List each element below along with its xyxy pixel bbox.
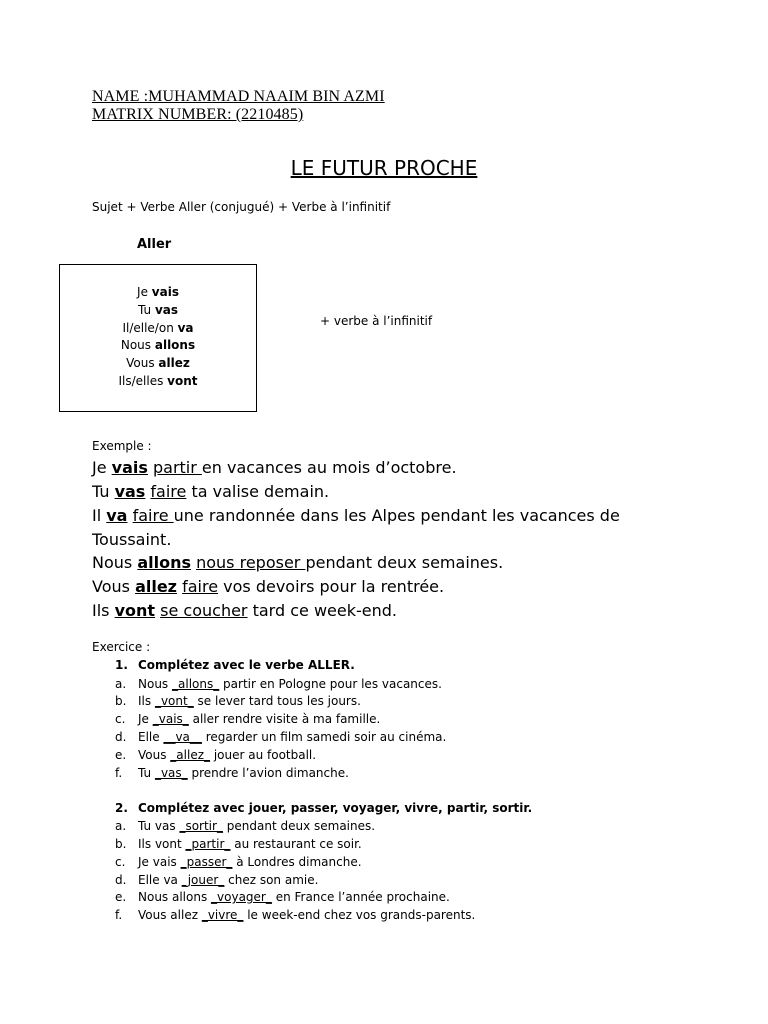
exercise-item — [115, 730, 446, 744]
formula-rule: Sujet + Verbe Aller (conjugué) + Verbe à l’infinitif — [92, 200, 391, 214]
example-subject: Tu — [92, 482, 115, 501]
example-sentence — [92, 575, 444, 599]
verb-form: va — [177, 321, 194, 335]
aux-verb: vont — [114, 601, 156, 620]
item-text: Vous — [138, 748, 171, 762]
verb-form: vais — [151, 285, 179, 299]
item-letter: c. — [115, 712, 126, 726]
answer-blank: _vas_ — [154, 766, 188, 780]
item-text: pendant deux semaines. — [222, 819, 376, 833]
item-text: au restaurant ce soir. — [230, 837, 362, 851]
verb-form: vont — [167, 374, 198, 388]
item-text: Elle va — [138, 873, 182, 887]
conjugation-row — [60, 336, 256, 354]
infinitive: se coucher — [160, 601, 248, 620]
infinitive: faire — [182, 577, 219, 596]
example-rest: vos devoirs pour la rentrée. — [218, 577, 445, 596]
aux-verb: allez — [135, 577, 177, 596]
answer-blank: _sortir_ — [179, 819, 223, 833]
example-subject: Nous — [92, 553, 138, 572]
example-subject: Vous — [92, 577, 136, 596]
pronoun: Tu — [138, 303, 155, 317]
example-sentence-continuation — [92, 528, 171, 552]
item-letter: b. — [115, 837, 127, 851]
part-instruction: Complétez avec le verbe ALLER. — [138, 658, 355, 672]
item-text: aller rendre visite à ma famille. — [188, 712, 381, 726]
item-text: chez son amie. — [224, 873, 319, 887]
pronoun: Nous — [120, 338, 155, 352]
exercise-item — [115, 766, 349, 780]
aux-verb: va — [106, 506, 128, 525]
exercise-item — [115, 677, 442, 691]
item-letter: a. — [115, 819, 127, 833]
example-rest: tard ce week-end. — [247, 601, 397, 620]
pronoun: Vous — [126, 356, 159, 370]
answer-blank: _allez_ — [170, 748, 210, 762]
item-text: Tu vas — [138, 819, 180, 833]
example-sentence — [92, 599, 397, 623]
exercise-item — [115, 855, 362, 869]
exercise-item — [115, 694, 361, 708]
infinitive: nous reposer — [196, 553, 306, 572]
conjugation-row — [60, 354, 256, 372]
item-text: Je — [138, 712, 153, 726]
exercise-item — [115, 890, 450, 904]
answer-blank: _vais_ — [152, 712, 189, 726]
exercise-label: Exercice : — [92, 640, 151, 654]
answer-blank: _allons_ — [172, 677, 220, 691]
item-letter: e. — [115, 748, 127, 762]
item-text: partir en Pologne pour les vacances. — [219, 677, 442, 691]
example-subject: Ils — [92, 601, 115, 620]
item-letter: b. — [115, 694, 127, 708]
item-text: Tu — [138, 766, 155, 780]
verb-form: allons — [154, 338, 196, 352]
verb-form: vas — [154, 303, 178, 317]
part-instruction: Complétez avec jouer, passer, voyager, vivre, partir, sortir. — [138, 801, 533, 815]
exercise-item — [115, 819, 375, 833]
exercise-item — [115, 712, 380, 726]
item-text: Nous allons — [138, 890, 212, 904]
item-text: à Londres dimanche. — [232, 855, 362, 869]
pronoun: Ils/elles — [118, 374, 168, 388]
answer-blank: _vivre_ — [201, 908, 244, 922]
student-name: NAME :MUHAMMAD NAAIM BIN AZMI — [92, 88, 385, 105]
conjugation-row — [60, 319, 256, 337]
pronoun: Je — [137, 285, 152, 299]
conjugation-row — [60, 283, 256, 301]
item-letter: e. — [115, 890, 127, 904]
matrix-number: MATRIX NUMBER: (2210485) — [92, 106, 304, 123]
item-letter: d. — [115, 873, 127, 887]
aux-verb: allons — [137, 553, 191, 572]
example-sentence — [92, 456, 457, 480]
item-text: jouer au football. — [210, 748, 317, 762]
page-title: LE FUTUR PROCHE — [290, 156, 478, 180]
item-text: regarder un film samedi soir au cinéma. — [201, 730, 447, 744]
item-text: en France l’année prochaine. — [271, 890, 450, 904]
example-sentence — [92, 480, 329, 504]
item-text: Vous allez — [138, 908, 202, 922]
conjugation-row — [60, 301, 256, 319]
exercise-part-heading — [115, 658, 355, 672]
exercise-item — [115, 748, 316, 762]
item-letter: c. — [115, 855, 126, 869]
infinitive: partir — [152, 458, 202, 477]
item-text: Nous — [138, 677, 172, 691]
answer-blank: __va__ — [163, 730, 202, 744]
item-letter: f. — [115, 908, 123, 922]
item-text: Ils — [138, 694, 155, 708]
example-rest: pendant deux semaines. — [305, 553, 504, 572]
example-rest: ta valise demain. — [186, 482, 330, 501]
item-text: le week-end chez vos grands-parents. — [243, 908, 476, 922]
item-letter: a. — [115, 677, 127, 691]
example-rest: une randonnée dans les Alpes pendant les vacances de — [173, 506, 620, 525]
item-text: Ils vont — [138, 837, 186, 851]
aux-verb: vas — [114, 482, 146, 501]
exercise-item — [115, 873, 318, 887]
exercise-item — [115, 908, 475, 922]
exercise-part-heading — [115, 801, 532, 815]
answer-blank: _vont_ — [154, 694, 194, 708]
answer-blank: _jouer_ — [181, 873, 225, 887]
part-number: 2. — [115, 801, 128, 815]
item-letter: d. — [115, 730, 127, 744]
example-sentence — [92, 504, 620, 528]
exercise-item — [115, 837, 362, 851]
answer-blank: _voyager_ — [211, 890, 272, 904]
item-text: prendre l’avion dimanche. — [187, 766, 349, 780]
example-rest: en vacances au mois d’octobre. — [201, 458, 457, 477]
example-text: Toussaint. — [92, 530, 172, 549]
verb-form: allez — [158, 356, 190, 370]
example-subject: Il — [92, 506, 107, 525]
aux-verb: vais — [111, 458, 148, 477]
part-number: 1. — [115, 658, 128, 672]
item-text: se lever tard tous les jours. — [193, 694, 361, 708]
example-subject: Je — [92, 458, 112, 477]
example-sentence — [92, 551, 503, 575]
infinitive: faire — [150, 482, 187, 501]
answer-blank: _partir_ — [185, 837, 231, 851]
conjugation-box — [59, 264, 257, 412]
conjugation-heading: Aller — [137, 237, 172, 252]
pronoun: Il/elle/on — [122, 321, 178, 335]
answer-blank: _passer_ — [180, 855, 233, 869]
infinitive: faire — [132, 506, 174, 525]
item-text: Elle — [138, 730, 164, 744]
item-letter: f. — [115, 766, 123, 780]
item-text: Je vais — [138, 855, 181, 869]
examples-label: Exemple : — [92, 439, 152, 453]
plus-infinitive-note: + verbe à l’infinitif — [320, 314, 433, 328]
conjugation-row — [60, 372, 256, 390]
